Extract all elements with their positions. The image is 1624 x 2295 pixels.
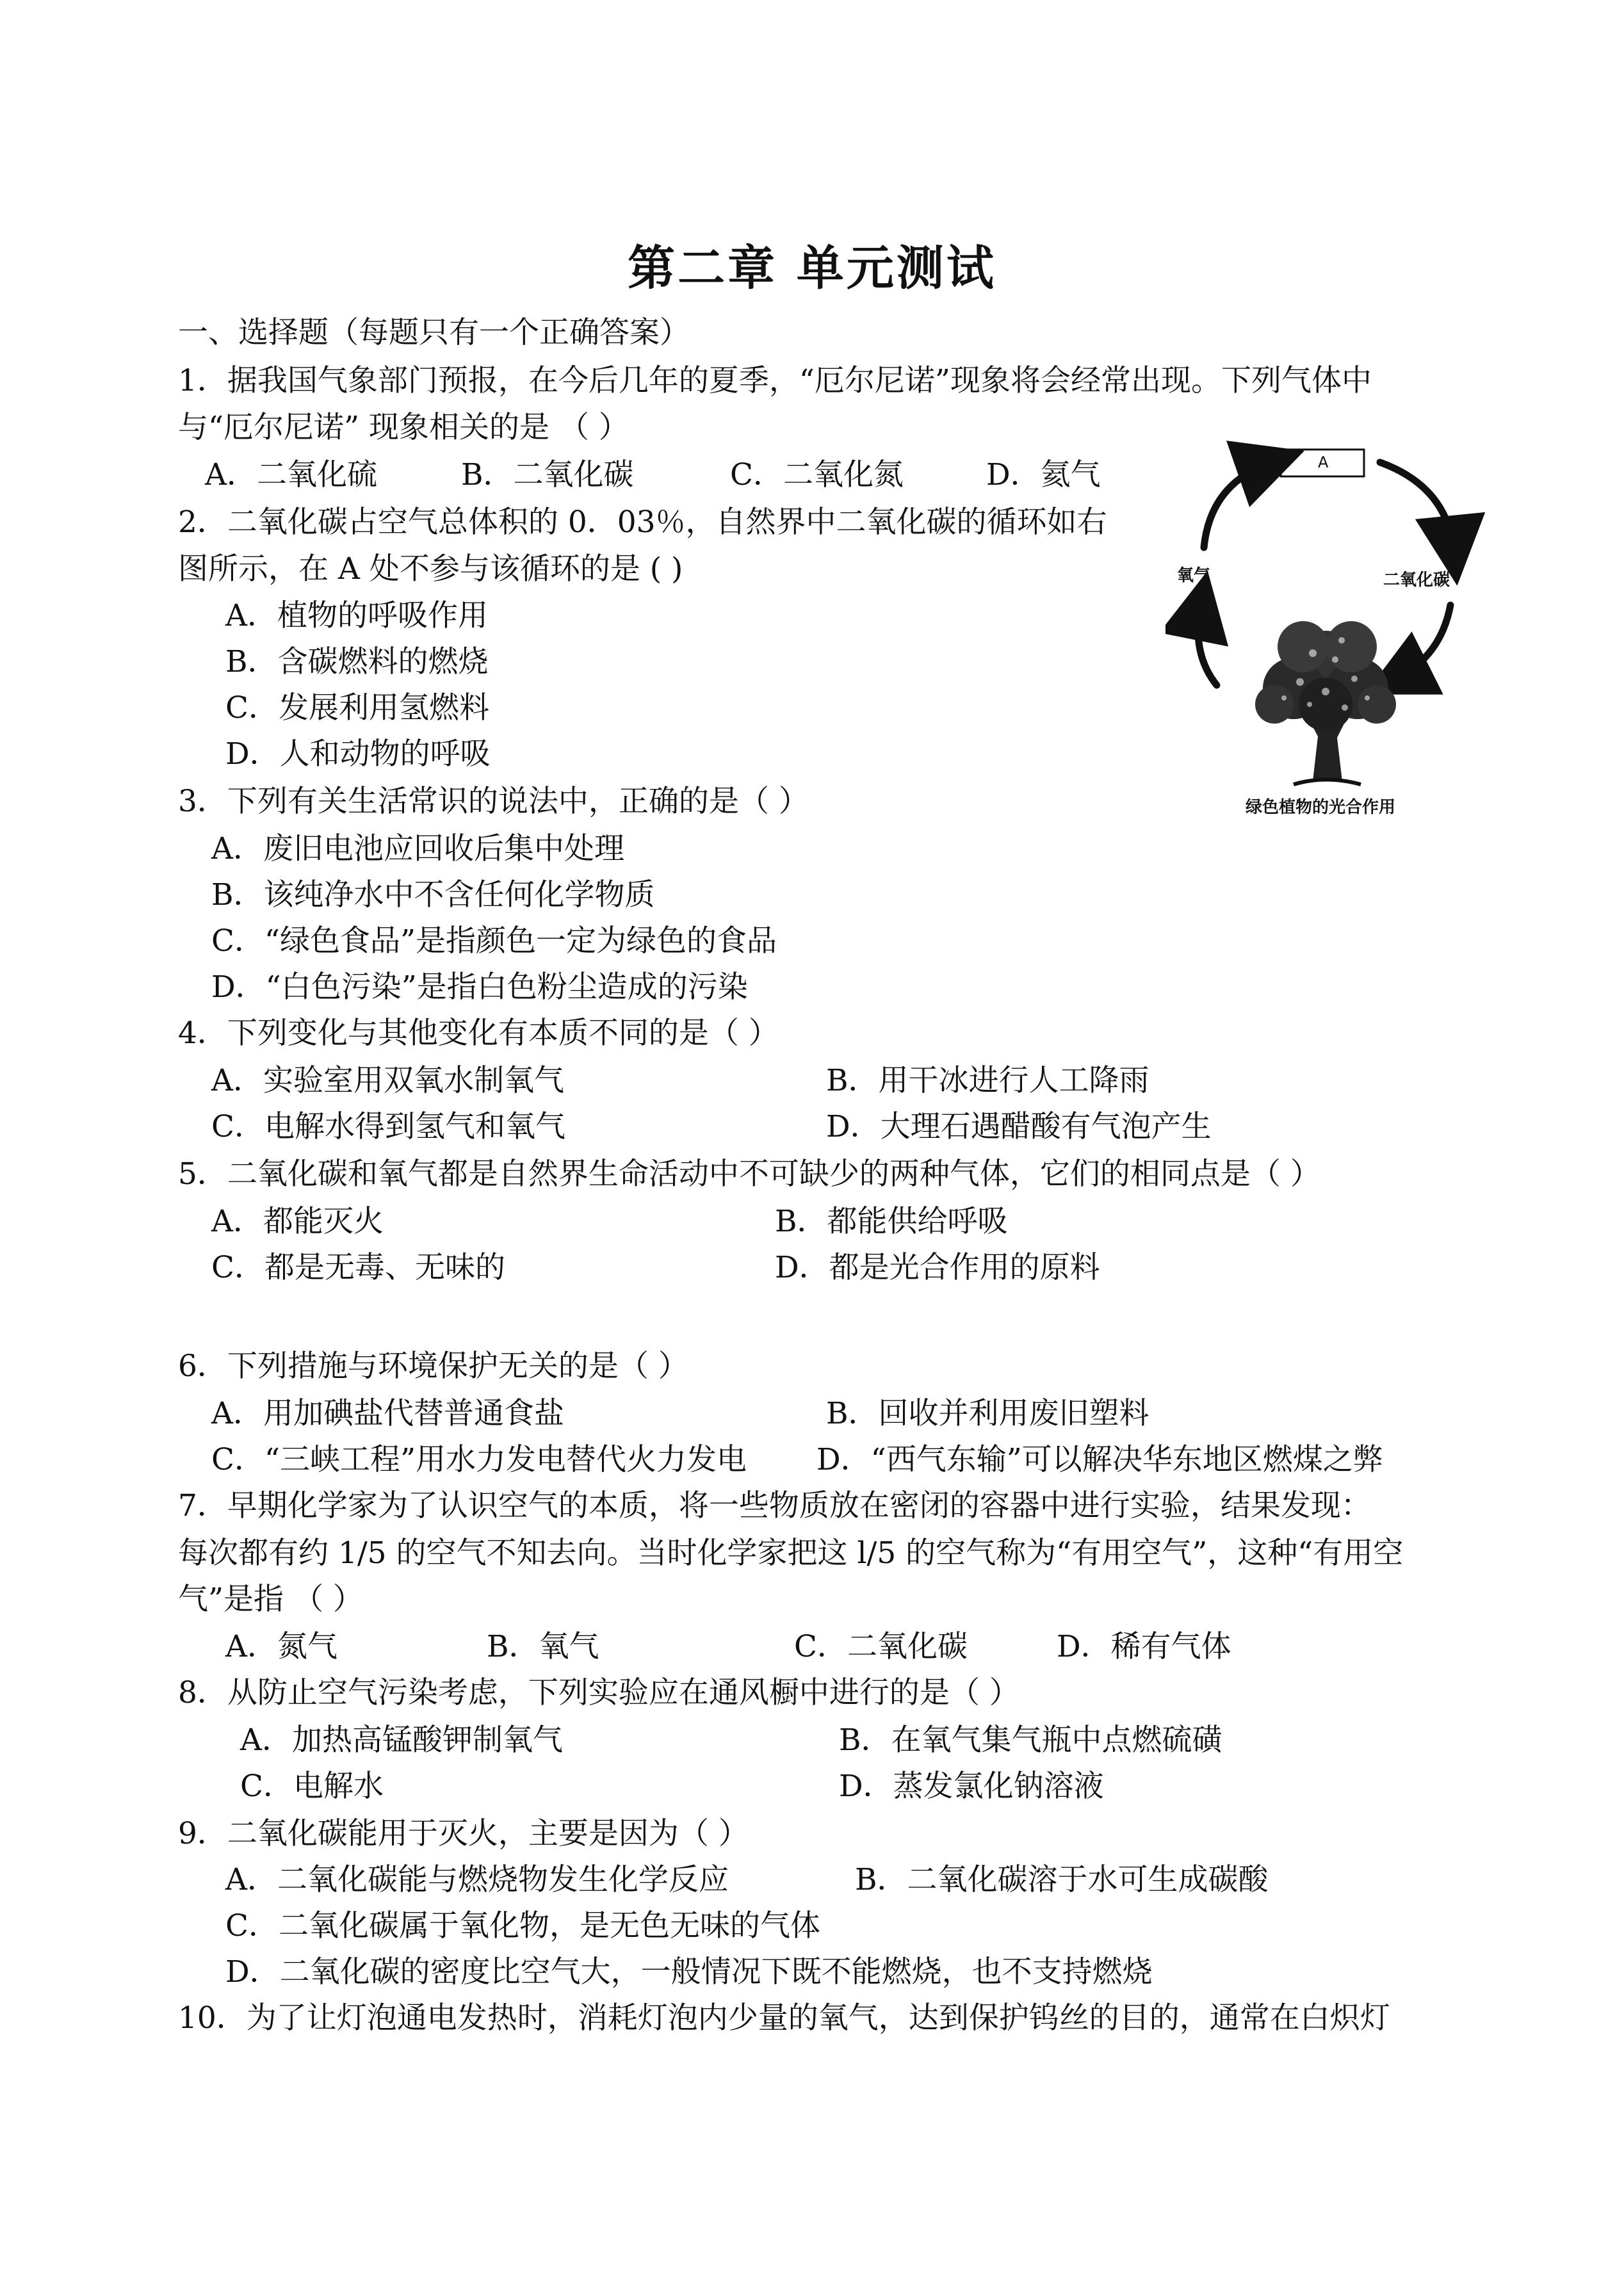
question-1-line-1: 1．据我国气象部门预报，在今后几年的夏季，“厄尔尼诺”现象将会经常出现。下列气体中 <box>178 363 1372 398</box>
question-5-option-a: A．都能灭火 <box>211 1204 384 1239</box>
question-7-line-1: 7．早期化学家为了认识空气的本质，将一些物质放在密闭的容器中进行实验，结果发现： <box>178 1488 1371 1523</box>
oxygen-label: 氧气 <box>1177 566 1211 585</box>
question-9-option-a: A．二氧化碳能与燃烧物发生化学反应 <box>225 1862 729 1897</box>
question-7-option-b: B．氧气 <box>487 1629 599 1664</box>
question-6-option-b: B．回收并利用废旧塑料 <box>826 1396 1149 1431</box>
question-6-option-c: C．“三峡工程”用水力发电替代火力发电 <box>211 1442 747 1477</box>
question-2-line-2: 图所示，在 A 处不参与该循环的是 ( ) <box>178 551 683 587</box>
question-3-option-d: D．“白色污染”是指白色粉尘造成的污染 <box>211 969 748 1005</box>
tree-icon <box>1255 621 1396 784</box>
carbon-cycle-svg <box>1165 435 1486 832</box>
question-5-option-b: B．都能供给呼吸 <box>775 1204 1008 1239</box>
question-3-stem: 3．下列有关生活常识的说法中，正确的是（ ） <box>178 784 809 819</box>
question-4-option-a: A．实验室用双氧水制氧气 <box>211 1063 564 1098</box>
diagram-caption: 绿色植物的光合作用 <box>1246 798 1396 817</box>
arrow-to-co2-icon <box>1380 462 1454 551</box>
question-2-option-a: A．植物的呼吸作用 <box>225 598 488 633</box>
carbon-cycle-diagram <box>1165 435 1486 832</box>
question-2-line-1: 2．二氧化碳占空气总体积的 0．03％，自然界中二氧化碳的循环如右 <box>178 505 1107 540</box>
question-7-line-2: 每次都有约 1/5 的空气不知去向。当时化学家把这 l/5 的空气称为“有用空气”，这种“有用空 <box>178 1536 1404 1571</box>
question-2-option-b: B．含碳燃料的燃烧 <box>225 644 489 679</box>
question-4-option-d: D．大理石遇醋酸有气泡产生 <box>826 1109 1212 1144</box>
question-9-option-d: D．二氧化碳的密度比空气大，一般情况下既不能燃烧，也不支持燃烧 <box>225 1954 1153 1990</box>
question-7-option-a: A．氮气 <box>225 1629 337 1664</box>
question-4-option-b: B．用干冰进行人工降雨 <box>826 1063 1149 1098</box>
question-3-option-b: B．该纯净水中不含任何化学物质 <box>211 877 655 912</box>
question-9-option-b: B．二氧化碳溶于水可生成碳酸 <box>855 1862 1269 1897</box>
question-1-option-c: C．二氧化氮 <box>730 457 904 492</box>
question-1-line-2: 与“厄尔尼诺” 现象相关的是 （ ） <box>178 410 629 445</box>
question-5-option-d: D．都是光合作用的原料 <box>775 1250 1100 1285</box>
question-5-option-c: C．都是无毒、无味的 <box>211 1250 505 1285</box>
question-7-line-3: 气”是指 （ ） <box>178 1582 363 1617</box>
question-8-option-b: B．在氧气集气瓶中点燃硫磺 <box>839 1723 1222 1758</box>
question-8-option-d: D．蒸发氯化钠溶液 <box>839 1769 1104 1804</box>
question-8-option-a: A．加热高锰酸钾制氧气 <box>240 1723 563 1758</box>
question-7-option-c: C．二氧化碳 <box>794 1629 968 1664</box>
question-8-option-c: C．电解水 <box>240 1769 384 1804</box>
section-heading: 一、选择题（每题只有一个正确答案） <box>178 315 690 350</box>
question-9-option-c: C．二氧化碳属于氧化物，是无色无味的气体 <box>225 1908 820 1943</box>
question-1-option-b: B．二氧化碳 <box>461 457 634 492</box>
arrow-to-oxygen-icon <box>1198 605 1217 685</box>
arrow-to-plant-icon <box>1396 605 1450 679</box>
question-6-option-d: D．“西气东输”可以解决华东地区燃煤之弊 <box>816 1442 1383 1477</box>
question-4-option-c: C．电解水得到氢气和氧气 <box>211 1109 565 1144</box>
page-title: 第二章 单元测试 <box>628 241 996 296</box>
question-9-stem: 9．二氧化碳能用于灭火，主要是因为（ ） <box>178 1816 749 1851</box>
box-a-label: A <box>1318 453 1329 471</box>
question-2-option-d: D．人和动物的呼吸 <box>225 736 491 772</box>
question-1-option-a: A．二氧化硫 <box>205 457 377 492</box>
question-8-stem: 8．从防止空气污染考虑，下列实验应在通风橱中进行的是（ ） <box>178 1675 1019 1710</box>
co2-label: 二氧化碳 <box>1383 571 1450 590</box>
arrow-to-a-icon <box>1204 462 1271 547</box>
question-10-line-1: 10．为了让灯泡通电发热时，消耗灯泡内少量的氧气，达到保护钨丝的目的，通常在白炽灯 <box>178 2000 1390 2036</box>
question-6-stem: 6．下列措施与环境保护无关的是（ ） <box>178 1349 688 1384</box>
question-3-option-c: C．“绿色食品”是指颜色一定为绿色的食品 <box>211 923 777 959</box>
question-6-option-a: A．用加碘盐代替普通食盐 <box>211 1396 564 1431</box>
question-3-option-a: A．废旧电池应回收后集中处理 <box>211 831 624 866</box>
question-5-stem: 5．二氧化碳和氧气都是自然界生命活动中不可缺少的两种气体，它们的相同点是（ ） <box>178 1156 1320 1192</box>
question-2-option-c: C．发展利用氢燃料 <box>225 690 489 726</box>
question-7-option-d: D．稀有气体 <box>1057 1629 1231 1664</box>
question-4-stem: 4．下列变化与其他变化有本质不同的是（ ） <box>178 1016 779 1051</box>
question-1-option-d: D．氦气 <box>986 457 1101 492</box>
